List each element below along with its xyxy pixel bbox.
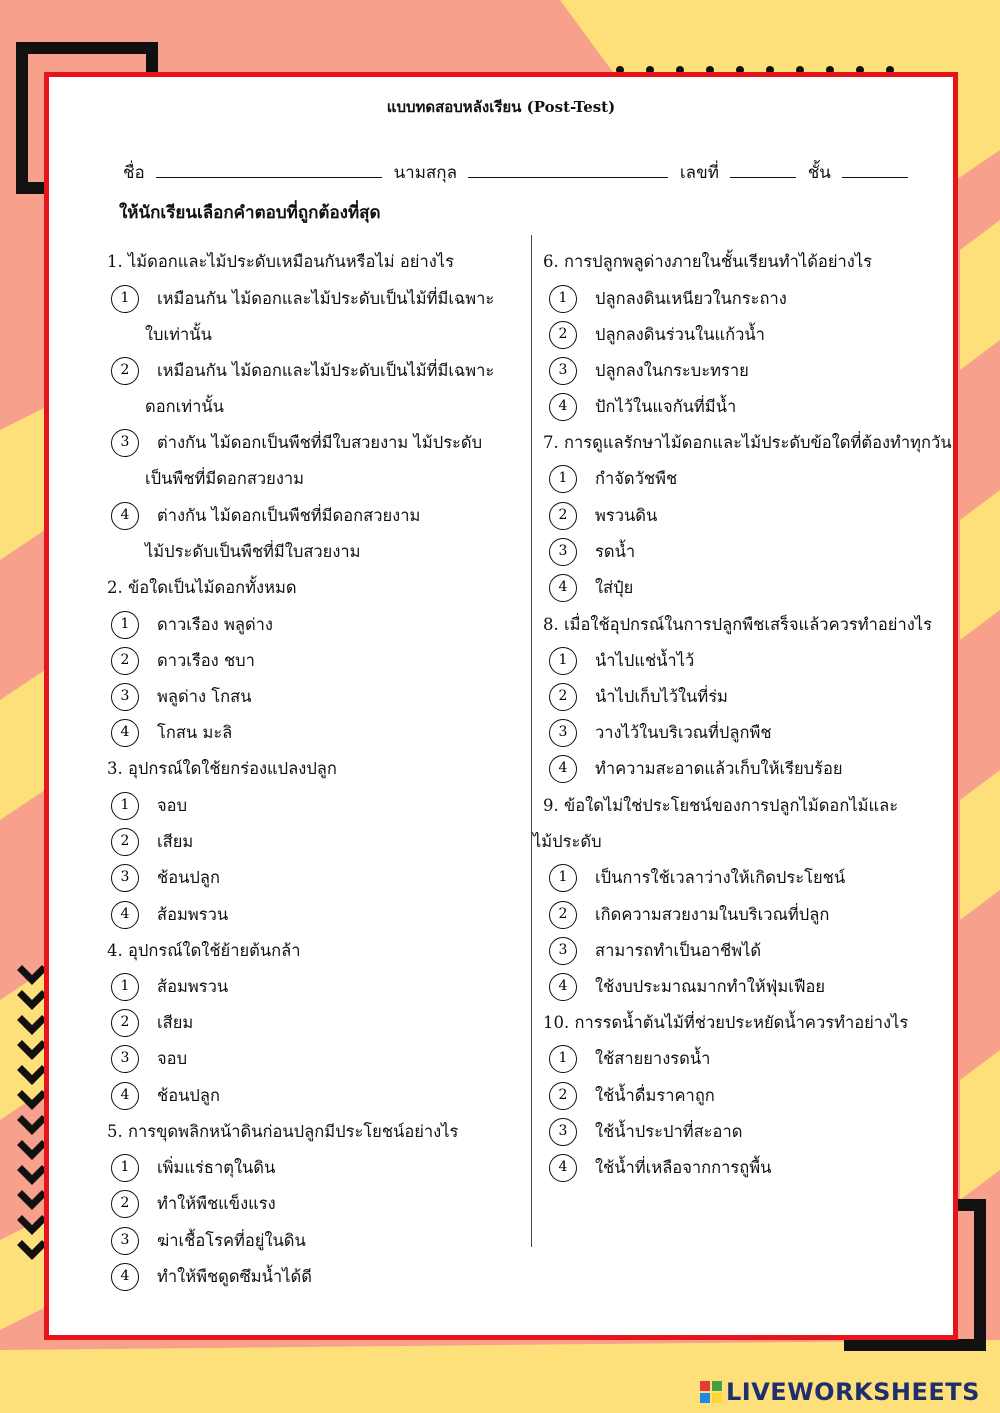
question-1-option-3-label: เป็นพืชที่มีดอกสวยงาม [145, 469, 305, 488]
question-4-option-3-radio[interactable]: 3 [111, 1045, 139, 1073]
question-5-option-2-radio[interactable]: 2 [111, 1190, 139, 1218]
question-2-option-4-label: โกสน มะลิ [157, 723, 233, 742]
student-info-line [123, 159, 914, 186]
question-4-option-1-label: ส้อมพรวน [157, 977, 229, 996]
question-5-option-4-label: ทำให้พืชดูดซึมน้ำได้ดี [157, 1267, 312, 1286]
question-3-option-3-radio[interactable]: 3 [111, 864, 139, 892]
question-4-option-4-label: ช้อนปลูก [157, 1086, 220, 1105]
question-6-option-1-radio[interactable]: 1 [549, 285, 577, 313]
question-4-option-1-radio[interactable]: 1 [111, 973, 139, 1001]
question-3-option-4-radio[interactable]: 4 [111, 901, 139, 929]
question-3-option-1-radio[interactable]: 1 [111, 792, 139, 820]
question-3-option-2-radio[interactable]: 2 [111, 828, 139, 856]
question-9-option-2-label: เกิดความสวยงามในบริเวณที่ปลูก [595, 905, 830, 924]
question-6-option-3-label: ปลูกลงในกระบะทราย [595, 361, 749, 380]
page-title: แบบทดสอบหลังเรียน (Post-Test) [386, 98, 616, 116]
question-8-option-4-label: ทำความสะอาดแล้วเก็บให้เรียบร้อย [595, 759, 843, 778]
question-9-option-3-label: สามารถทำเป็นอาชีพได้ [595, 941, 762, 960]
question-1-option-3-label: ต่างกัน ไม้ดอกเป็นพืชที่มีใบสวยงาม ไม้ประดับ [157, 433, 483, 452]
question-6-option-2-radio[interactable]: 2 [549, 321, 577, 349]
question-5-option-2-label: ทำให้พืชแข็งแรง [157, 1194, 276, 1213]
name-label: ชื่อ [123, 163, 145, 183]
question-2-option-2-radio[interactable]: 2 [111, 647, 139, 675]
question-8-option-4-radio[interactable]: 4 [549, 755, 577, 783]
question-8-text: 8. เมื่อใช้อุปกรณ์ในการปลูกพืชเสร็จแล้วควรทำอย่างไร [543, 615, 932, 634]
question-6-option-1-label: ปลูกลงดินเหนียวในกระถาง [595, 289, 787, 308]
question-2-option-4-radio[interactable]: 4 [111, 719, 139, 747]
question-8-option-1-radio[interactable]: 1 [549, 647, 577, 675]
question-10-option-4-label: ใช้น้ำที่เหลือจากการถูพื้น [595, 1158, 772, 1177]
question-1-option-4-label: ไม้ประดับเป็นพืชที่มีใบสวยงาม [145, 542, 361, 561]
question-8-option-2-radio[interactable]: 2 [549, 683, 577, 711]
question-7-option-3-label: รดน้ำ [595, 542, 636, 561]
question-5-option-3-radio[interactable]: 3 [111, 1227, 139, 1255]
question-9-text: 9. ข้อใดไม่ใช่ประโยชน์ของการปลูกไม้ดอกไม้และ [543, 796, 899, 815]
class-label: ชั้น [807, 163, 831, 183]
question-10-text: 10. การรดน้ำต้นไม้ที่ช่วยประหยัดน้ำควรทำอย่างไร [543, 1013, 909, 1032]
question-10-option-2-label: ใช้น้ำดื่มราคาถูก [595, 1086, 715, 1105]
question-9-option-3-radio[interactable]: 3 [549, 937, 577, 965]
question-1-option-1-radio[interactable]: 1 [111, 285, 139, 313]
question-10-option-3-radio[interactable]: 3 [549, 1118, 577, 1146]
question-8-option-2-label: นำไปเก็บไว้ในที่ร่ม [595, 687, 728, 706]
question-5-option-1-radio[interactable]: 1 [111, 1154, 139, 1182]
question-4-option-2-label: เสียม [157, 1013, 194, 1032]
question-2-option-1-label: ดาวเรือง พลูด่าง [157, 615, 273, 634]
question-7-text: 7. การดูแลรักษาไม้ดอกและไม้ประดับข้อใดที่ต้องทำทุกวัน [543, 433, 952, 452]
brand-name: LIVEWORKSHEETS [726, 1378, 980, 1406]
question-1-option-1-label: เหมือนกัน ไม้ดอกและไม้ประดับเป็นไม้ที่มีเฉพาะ [157, 289, 495, 308]
question-5-option-1-label: เพิ่มแร่ธาตุในดิน [157, 1158, 276, 1177]
number-field[interactable] [730, 161, 796, 178]
question-6-option-4-radio[interactable]: 4 [549, 393, 577, 421]
instruction: ให้นักเรียนเลือกคำตอบที่ถูกต้องที่สุด [119, 203, 381, 223]
question-3-option-3-label: ช้อนปลูก [157, 868, 220, 887]
question-3-option-1-label: จอบ [157, 796, 188, 815]
question-10-option-3-label: ใช้น้ำประปาที่สะอาด [595, 1122, 743, 1141]
surname-field[interactable] [468, 161, 668, 178]
question-8-option-1-label: นำไปแช่น้ำไว้ [595, 651, 695, 670]
question-7-option-1-label: กำจัดวัชพืช [595, 469, 678, 488]
number-label: เลขที่ [679, 163, 719, 183]
question-1-option-2-label: ดอกเท่านั้น [145, 397, 224, 416]
column-divider [531, 235, 532, 1247]
question-3-option-4-label: ส้อมพรวน [157, 905, 229, 924]
class-field[interactable] [842, 161, 908, 178]
question-7-option-2-label: พรวนดิน [595, 506, 658, 525]
question-5-option-4-radio[interactable]: 4 [111, 1263, 139, 1291]
question-3-text: 3. อุปกรณ์ใดใช้ยกร่องแปลงปลูก [107, 759, 337, 778]
question-4-text: 4. อุปกรณ์ใดใช้ย้ายต้นกล้า [107, 941, 301, 960]
question-1-option-4-label: ต่างกัน ไม้ดอกเป็นพืชที่มีดอกสวยงาม [157, 506, 421, 525]
question-2-option-2-label: ดาวเรือง ชบา [157, 651, 255, 670]
question-1-option-1-label: ใบเท่านั้น [145, 325, 212, 344]
question-6-option-2-label: ปลูกลงดินร่วนในแก้วน้ำ [595, 325, 765, 344]
worksheet-paper [44, 72, 958, 1340]
question-6-option-4-label: ปักไว้ในแจกันที่มีน้ำ [595, 397, 737, 416]
question-4-option-2-radio[interactable]: 2 [111, 1009, 139, 1037]
question-3-option-2-label: เสียม [157, 832, 194, 851]
question-9-option-1-radio[interactable]: 1 [549, 864, 577, 892]
question-1-text: 1. ไม้ดอกและไม้ประดับเหมือนกันหรือไม่ อย่างไร [107, 252, 454, 271]
surname-label: นามสกุล [393, 163, 458, 183]
question-9-option-4-label: ใช้งบประมาณมากทำให้ฟุ่มเฟือย [595, 977, 826, 996]
question-1-option-3-radio[interactable]: 3 [111, 429, 139, 457]
question-9-option-4-radio[interactable]: 4 [549, 973, 577, 1001]
question-10-option-2-radio[interactable]: 2 [549, 1082, 577, 1110]
question-2-option-3-radio[interactable]: 3 [111, 683, 139, 711]
question-7-option-4-radio[interactable]: 4 [549, 574, 577, 602]
question-7-option-2-radio[interactable]: 2 [549, 502, 577, 530]
question-6-option-3-radio[interactable]: 3 [549, 357, 577, 385]
question-1-option-2-radio[interactable]: 2 [111, 357, 139, 385]
question-1-option-2-label: เหมือนกัน ไม้ดอกและไม้ประดับเป็นไม้ที่มีเฉพาะ [157, 361, 495, 380]
liveworksheets-logo-icon [700, 1381, 722, 1403]
question-8-option-3-radio[interactable]: 3 [549, 719, 577, 747]
question-6-text: 6. การปลูกพลูด่างภายในชั้นเรียนทำได้อย่างไร [543, 252, 872, 271]
question-7-option-1-radio[interactable]: 1 [549, 465, 577, 493]
question-7-option-4-label: ใส่ปุ๋ย [595, 578, 634, 597]
question-9-option-2-radio[interactable]: 2 [549, 901, 577, 929]
question-10-option-1-label: ใช้สายยางรดน้ำ [595, 1049, 711, 1068]
question-1-option-4-radio[interactable]: 4 [111, 502, 139, 530]
brand-footer [700, 1378, 980, 1406]
question-7-option-3-radio[interactable]: 3 [549, 538, 577, 566]
question-9-text-cont: ไม้ประดับ [533, 832, 602, 851]
question-8-option-3-label: วางไว้ในบริเวณที่ปลูกพืช [595, 723, 772, 742]
question-5-option-3-label: ฆ่าเชื้อโรคที่อยู่ในดิน [157, 1231, 306, 1250]
question-5-text: 5. การขุดพลิกหน้าดินก่อนปลูกมีประโยชน์อย่างไร [107, 1122, 459, 1141]
question-4-option-3-label: จอบ [157, 1049, 188, 1068]
question-4-option-4-radio[interactable]: 4 [111, 1082, 139, 1110]
name-field[interactable] [156, 161, 382, 178]
question-2-option-3-label: พลูด่าง โกสน [157, 687, 252, 706]
question-10-option-4-radio[interactable]: 4 [549, 1154, 577, 1182]
question-2-option-1-radio[interactable]: 1 [111, 611, 139, 639]
question-10-option-1-radio[interactable]: 1 [549, 1045, 577, 1073]
question-9-option-1-label: เป็นการใช้เวลาว่างให้เกิดประโยชน์ [595, 868, 846, 887]
question-2-text: 2. ข้อใดเป็นไม้ดอกทั้งหมด [107, 578, 297, 597]
